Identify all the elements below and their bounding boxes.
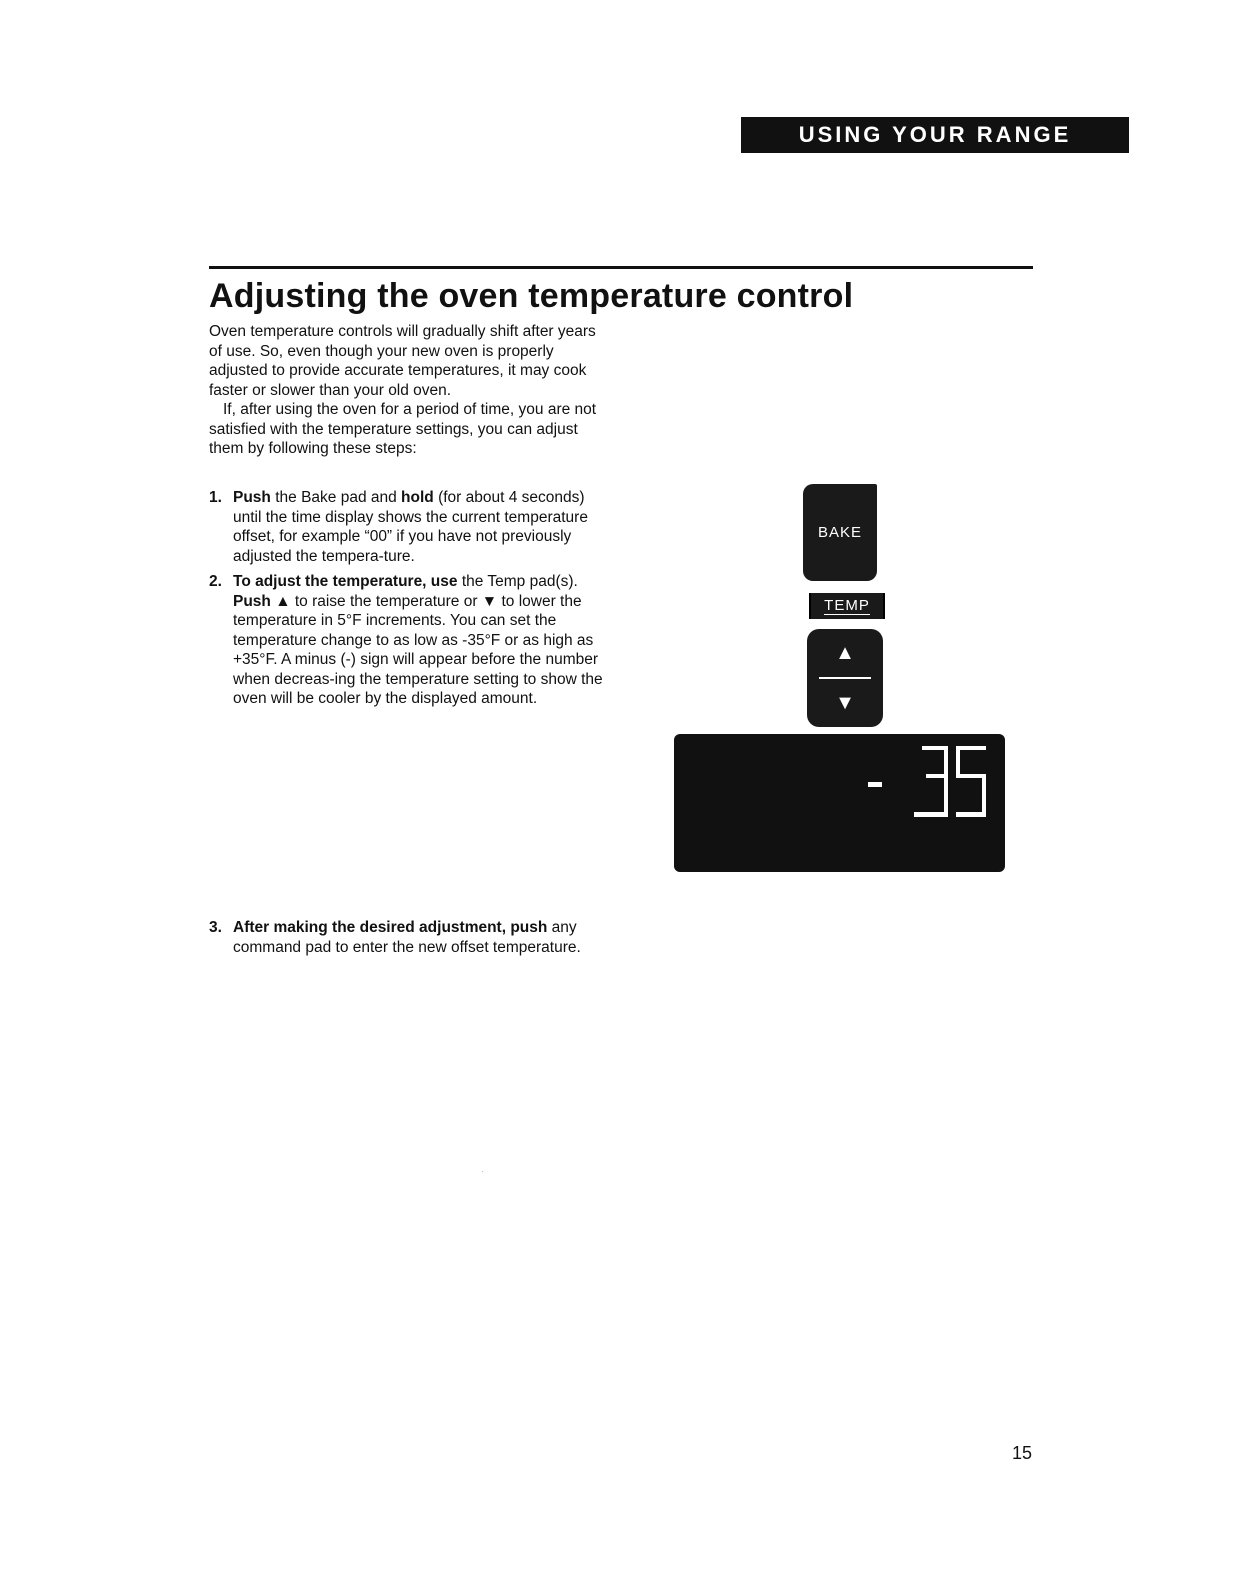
display-minus-segment: [868, 782, 882, 787]
up-arrow-icon: ▲: [835, 641, 855, 664]
bake-label: BAKE: [817, 524, 863, 541]
intro-paragraph-2: If, after using the oven for a period of time, you are not satisfied with the temperature settings, you can adjust them by following these steps:: [209, 401, 597, 457]
step-text: (for about 4 seconds) until the time display shows the current temperature offset, for example “00” if you have not previously adjusted the tempera-ture.: [233, 489, 588, 565]
temperature-display: [674, 734, 1005, 872]
step-2: [209, 572, 609, 709]
scan-speck: [482, 1171, 483, 1172]
step-1: [209, 488, 609, 566]
step-number: 3.: [209, 919, 222, 936]
display-digits: [674, 734, 1005, 872]
step-body: [233, 572, 609, 709]
page-number: 15: [1012, 1443, 1033, 1463]
step-number: 2.: [209, 573, 222, 590]
step-number: 1.: [209, 489, 222, 506]
down-arrow-icon: ▼: [835, 691, 855, 714]
step-body: [233, 488, 609, 566]
step-text: any command pad to enter the new offset temperature.: [233, 919, 581, 956]
temp-label-text: TEMP: [824, 596, 870, 614]
intro-paragraph-1: Oven temperature controls will gradually shift after years of use. So, even though your new oven is properly adjusted to provide accurate temperatures, it may cook faster or slower than your old oven.: [209, 323, 596, 399]
step-text: the Bake pad and: [270, 489, 402, 506]
step-3: [209, 918, 609, 957]
display-digit-3: [914, 746, 948, 817]
page-title: Adjusting the oven temperature control: [209, 277, 854, 315]
step-text: the Temp pad(s).: [457, 573, 578, 590]
title-rule: [209, 266, 1033, 269]
bake-pad: [803, 484, 877, 581]
step-body: [233, 918, 609, 957]
step-bold: After making the desired adjustment, push: [233, 919, 548, 936]
section-banner: [741, 117, 1129, 153]
step-bold: Push: [233, 489, 271, 506]
step-text: to raise the temperature or ▼ to lower the temperature in 5°F increments. You can set the temperature change to as low as -35°F or as high as +35°F. A minus (-) sign will appear before the number when decreas-ing the temperature setting to show the oven will be cooler by the displayed amount.: [233, 592, 603, 707]
steps-list: [209, 488, 609, 715]
step-bold: Push ▲: [233, 592, 291, 610]
section-title: USING YOUR RANGE: [798, 122, 1072, 147]
display-digit-5: [956, 746, 986, 817]
temp-label: [809, 593, 885, 619]
intro-text: [209, 322, 609, 459]
temp-pad: [807, 629, 883, 727]
step-bold: hold: [401, 489, 434, 506]
step-bold: To adjust the temperature, use: [233, 573, 458, 590]
